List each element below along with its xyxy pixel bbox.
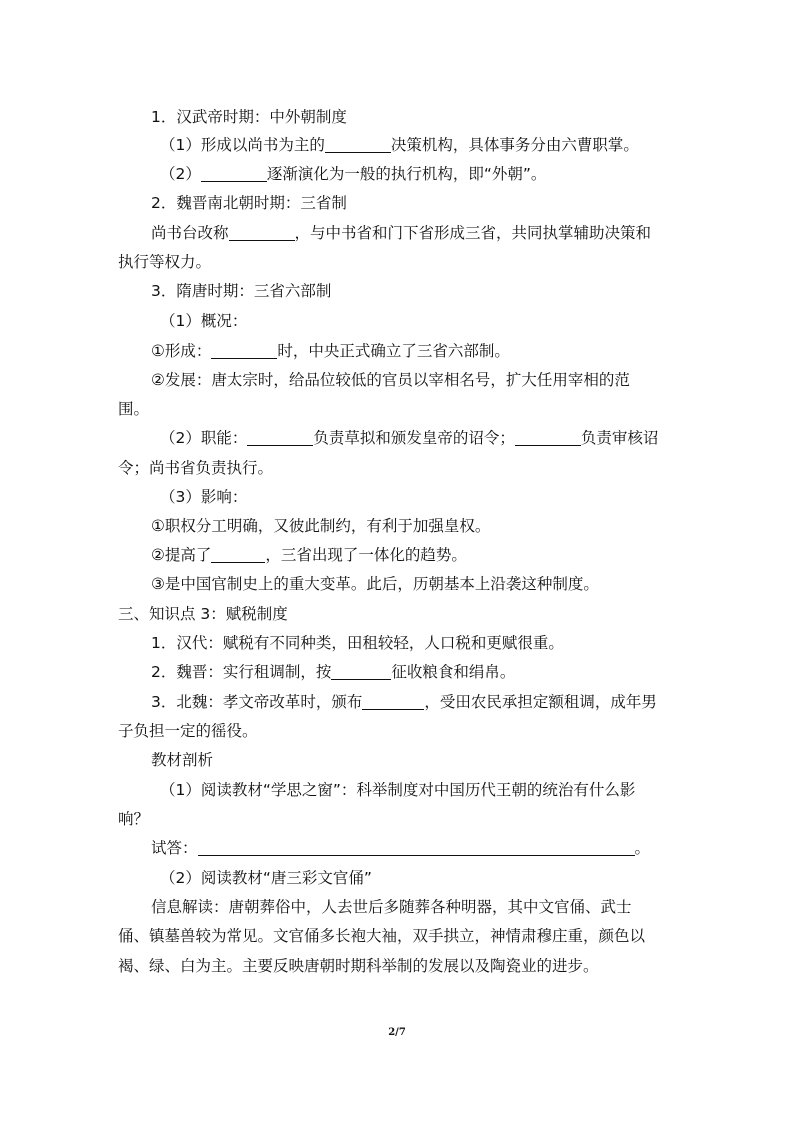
text-segment: 时，中央正式确立了三省六部制。: [277, 342, 510, 360]
text-line: 令；尚书省负责执行。: [118, 459, 274, 477]
text-line: 褐、绿、白为主。主要反映唐朝时期科举制的发展以及陶瓷业的进步。: [118, 957, 599, 975]
text-segment: ①形成：: [151, 342, 212, 360]
text-line: 信息解读：唐朝葬俗中，人去世后多随葬各种明器，其中文官俑、武士: [151, 898, 632, 916]
text-line: ②发展：唐太宗时，给品位较低的官员以宰相名号，扩大任用宰相的范: [151, 371, 630, 389]
text-line: ①职权分工明确，又彼此制约，有利于加强皇权。: [151, 517, 491, 535]
section-heading: 1．汉武帝时期：中外朝制度: [151, 108, 347, 126]
fill-in-blank[interactable]: [331, 663, 391, 680]
text-line: 子负担一定的徭役。: [118, 722, 258, 740]
text-line: [160, 164, 546, 184]
text-segment: ②提高了: [151, 546, 212, 564]
section-heading: 3．隋唐时期：三省六部制: [151, 282, 332, 300]
text-segment: 。: [634, 839, 651, 857]
text-segment: （1）形成以尚书为主的: [160, 136, 325, 154]
text-line: [160, 135, 639, 155]
page-number: 2/7: [388, 1027, 406, 1038]
answer-blank[interactable]: [198, 839, 635, 856]
text-line: 执行等权力。: [118, 253, 212, 271]
fill-in-blank[interactable]: [362, 693, 424, 710]
text-segment: 3．北魏：孝文帝改革时，颁布: [151, 693, 363, 711]
text-line: 响？: [118, 810, 150, 828]
text-segment: 负责审核诏: [580, 429, 659, 447]
text-segment: 2．魏晋：实行租调制，按: [151, 663, 332, 681]
fill-in-blank[interactable]: [201, 165, 267, 182]
text-line: （3）影响：: [160, 488, 248, 506]
fill-in-blank[interactable]: [211, 546, 265, 563]
text-segment: 决策机构，具体事务分由六曹职掌。: [390, 136, 639, 154]
fill-in-blank[interactable]: [325, 136, 391, 153]
text-segment: （2）职能：: [160, 429, 248, 447]
text-segment: 征收粮食和绢帛。: [391, 663, 516, 681]
fill-in-blank[interactable]: [247, 429, 313, 446]
text-line: 1．汉代：赋税有不同种类，田租较轻，人口税和更赋很重。: [151, 634, 564, 652]
text-segment: ，受田农民承担定额租调，成年男: [424, 693, 657, 711]
text-line: [151, 341, 510, 361]
text-line: [160, 428, 658, 448]
text-segment: ，与中书省和门下省形成三省，共同执掌辅助决策和: [294, 224, 652, 242]
text-line: [151, 545, 467, 565]
fill-in-blank[interactable]: [515, 429, 581, 446]
text-line: 俑、镇墓兽较为常见。文官俑多长袍大袖，双手拱立，神情肃穆庄重，颜色以: [118, 927, 646, 945]
fill-in-blank[interactable]: [211, 342, 277, 359]
text-line: [151, 223, 651, 243]
text-line: [151, 692, 657, 712]
section-heading: 2．魏晋南北朝时期：三省制: [151, 194, 347, 212]
text-line: [151, 662, 515, 682]
answer-line: [151, 838, 650, 858]
text-segment: （2）: [160, 165, 201, 183]
answer-label: 试答：: [151, 839, 198, 857]
text-line: （1）概况：: [160, 312, 248, 330]
text-line: ③是中国官制史上的重大变革。此后，历朝基本上沿袭这种制度。: [151, 575, 599, 593]
section-heading: 三、知识点 3：赋税制度: [118, 605, 288, 623]
text-line: 围。: [118, 400, 150, 418]
text-segment: 负责草拟和颁发皇帝的诏令；: [313, 429, 515, 447]
text-segment: 尚书台改称: [151, 224, 229, 242]
text-line: （1）阅读教材“学思之窗”：科举制度对中国历代王朝的统治有什么影: [160, 781, 636, 799]
text-line: （2）阅读教材“唐三彩文官俑”: [160, 869, 372, 887]
section-heading: 教材剖析: [151, 751, 214, 769]
text-segment: 逐渐演化为一般的执行机构，即“外朝”。: [266, 165, 547, 183]
fill-in-blank[interactable]: [229, 224, 295, 241]
text-segment: ，三省出现了一体化的趋势。: [265, 546, 467, 564]
